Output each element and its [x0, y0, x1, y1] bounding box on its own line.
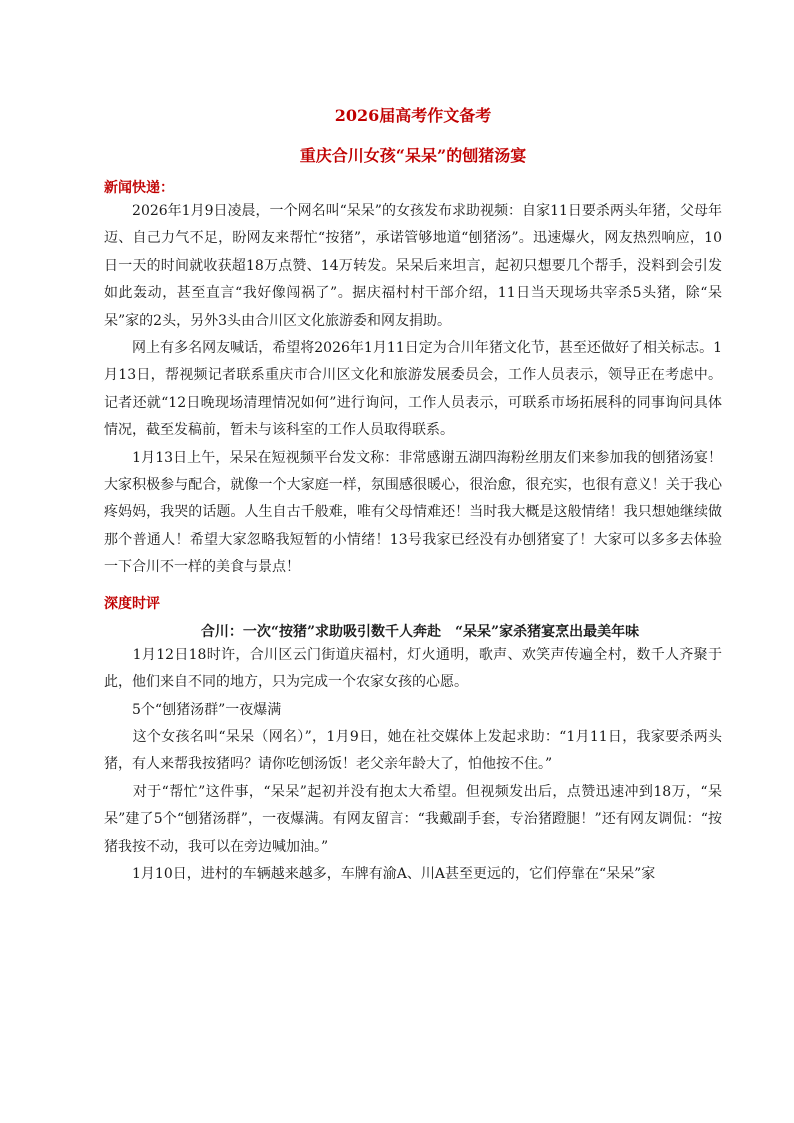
document-subtitle: 重庆合川女孩“呆呆”的刨猪汤宴: [299, 146, 527, 165]
paragraph: 1月13日上午，呆呆在短视频平台发文称：非常感谢五湖四海粉丝朋友们来参加我的刨猪汤宴！大家积极参与配合，就像一个大家庭一样，氛围感很暖心，很治愈，很充实，也很有意义！关于我心疼妈妈，我哭的话题。人生自古千般难，唯有父母情难还！当时我大概是这般情绪！我只想她继续做那个普通人！希望大家忽略我短暂的小情绪！13号我家已经没有办刨猪宴了！大家可以多多去体验一下合川不一样的美食与景点！: [104, 449, 722, 576]
paragraph: 这个女孩名叫“呆呆（网名）”，1月9日，她在社交媒体上发起求助：“1月11日，我家要杀两头猪，有人来帮我按猪吗？请你吃刨汤饭！老父亲年龄大了，怕他按不住。”: [104, 728, 722, 773]
paragraph: 网上有多名网友喊话，希望将2026年1月11日定为合川年猪文化节，甚至还做好了相关标志。1月13日，帮视频记者联系重庆市合川区文化和旅游发展委员会，工作人员表示，领导正在考虑中。记者还就“12日晚现场清理情况如何”进行询问，工作人员表示，可联系市场拓展科的同事询问具体情况，截至发稿前，暂未与该科室的工作人员取得联系。: [104, 340, 723, 439]
paragraph: 1月12日18时许，合川区云门街道庆福村，灯火通明，歌声、欢笑声传遍全村，数千人齐聚于此，他们来自不同的地方，只为完成一个农家女孩的心愿。: [104, 646, 722, 691]
section-heading-news: 新闻快递：: [104, 180, 174, 196]
document-page: [104, 100, 722, 888]
paragraph: 对于“帮忙”这件事，“呆呆”起初并没有抱太大希望。但视频发出后，点赞迅速冲到18万，“呆呆”建了5个“刨猪汤群”，一夜爆满。有网友留言：“我戴副手套，专治猪蹬腿！”还有网友调侃：“按猪我按不动，我可以在旁边喊加油。”: [104, 783, 722, 855]
paragraph: 1月10日，进村的车辆越来越多，车牌有渝A、川A甚至更远的，它们停靠在“呆呆”家: [132, 865, 656, 882]
section-heading-commentary: 深度时评: [104, 595, 160, 612]
document-title: 2026届高考作文备考: [334, 106, 492, 125]
paragraph: 2026年1月9日凌晨，一个网名叫“呆呆”的女孩发布求助视频：自家11日要杀两头年猪，父母年迈、自己力气不足，盼网友来帮忙“按猪”，承诺管够地道“刨猪汤”。迅速爆火，网友热烈响应，10日一天的时间就收获超18万点赞、14万转发。呆呆后来坦言，起初只想要几个帮手，没料到会引发如此轰动，甚至直言“我好像闯祸了”。据庆福村村干部介绍，11日当天现场共宰杀5头猪，除“呆呆”家的2头，另外3头由合川区文化旅游委和网友捐助。: [104, 203, 723, 329]
paragraph-subtitle: 5个“刨猪汤群”一夜爆满: [132, 701, 282, 718]
section-subheading: 合川：一次“按猪”求助吸引数千人奔赴 “呆呆”家杀猪宴烹出最美年味: [200, 623, 640, 640]
